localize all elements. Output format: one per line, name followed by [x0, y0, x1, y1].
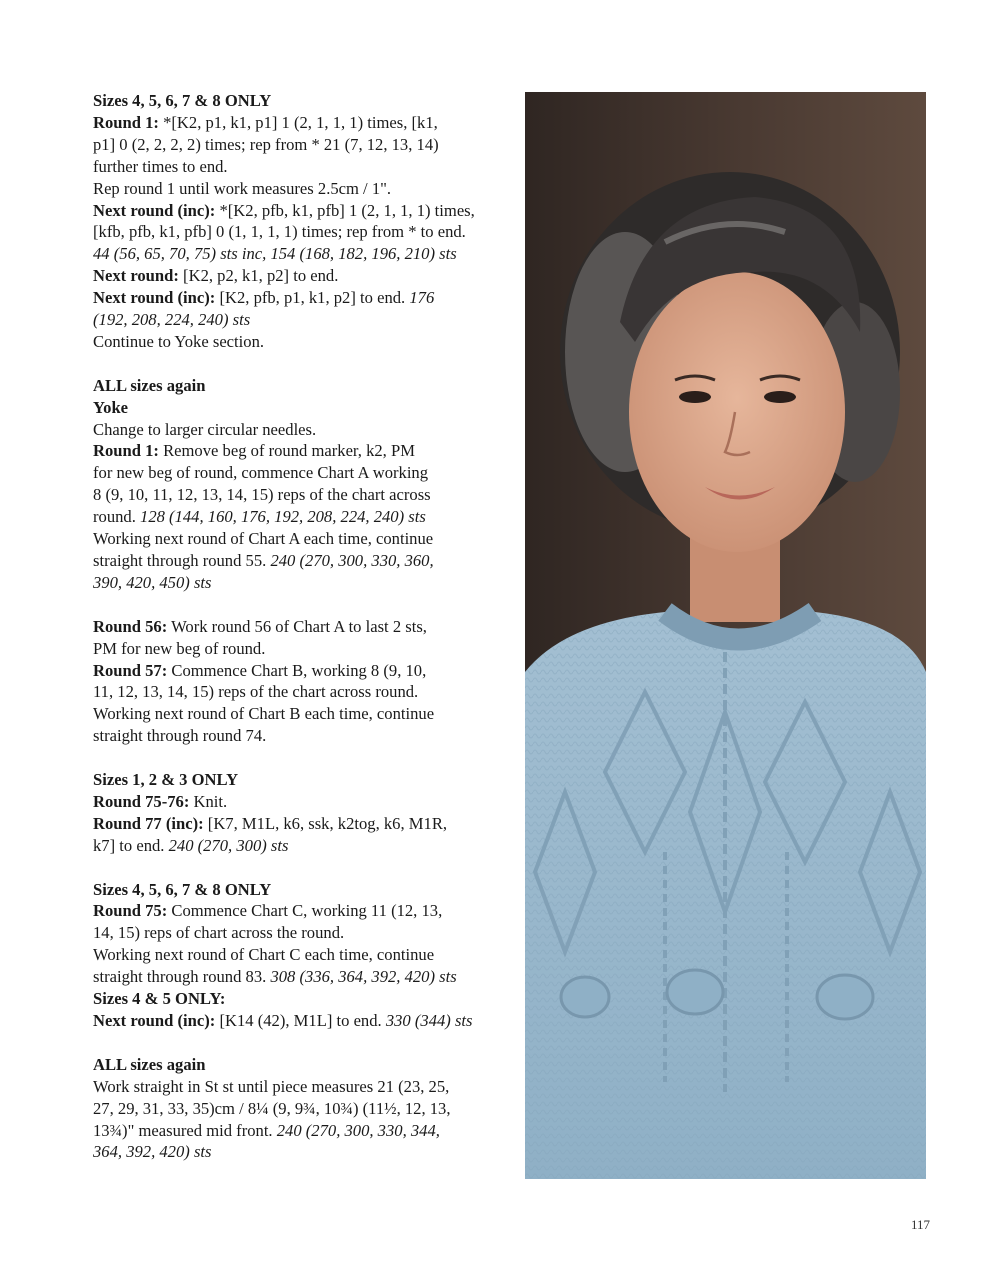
- text-line: [93, 112, 513, 134]
- stitch-count: 390, 420, 450) sts: [93, 572, 212, 592]
- text-line: [93, 725, 513, 747]
- section-sizes-1-3: [93, 769, 513, 857]
- instruction-text: [kfb, pfb, k1, pfb] 0 (1, 1, 1, 1) times; rep from * to end.: [93, 222, 466, 242]
- text-line: [93, 638, 513, 660]
- text-line: [93, 813, 513, 835]
- text-line: [93, 309, 513, 331]
- text-line: [93, 134, 513, 156]
- pattern-instructions: [93, 90, 513, 1185]
- text-line: [93, 835, 513, 857]
- page-number: 117: [910, 1217, 930, 1232]
- instruction-text: Working next round of Chart A each time, continue: [93, 529, 434, 549]
- text-line: [93, 178, 513, 200]
- instruction-text: [K7, M1L, k6, ssk, k2tog, k6, M1R,: [203, 813, 448, 833]
- stitch-count: 240 (270, 300, 330, 360,: [270, 551, 434, 571]
- instruction-text: 14, 15) reps of chart across the round.: [93, 923, 345, 943]
- bold-label: Round 75:: [93, 901, 168, 921]
- bold-label: Sizes 4 & 5 ONLY:: [93, 989, 226, 1009]
- instruction-text: Working next round of Chart C each time, continue: [93, 945, 435, 965]
- instruction-text: round.: [93, 507, 141, 527]
- text-line: [93, 287, 513, 309]
- text-line: [93, 440, 513, 462]
- instruction-text: Rep round 1 until work measures 2.5cm / 1".: [93, 178, 392, 198]
- instruction-text: Working next round of Chart B each time, continue: [93, 704, 435, 724]
- section-all-sizes-final: [93, 1054, 513, 1164]
- text-line: [93, 90, 513, 112]
- bold-label: Sizes 4, 5, 6, 7 & 8 ONLY: [93, 879, 272, 899]
- instruction-text: Commence Chart C, working 11 (12, 13,: [167, 901, 443, 921]
- section-sizes-4-8-b: [93, 879, 513, 1032]
- instruction-text: k7] to end.: [93, 835, 169, 855]
- text-line: [93, 1076, 513, 1098]
- instruction-text: *[K2, pfb, k1, pfb] 1 (2, 1, 1, 1) times,: [215, 200, 475, 220]
- text-line: [93, 375, 513, 397]
- text-line: [93, 462, 513, 484]
- bold-label: Round 77 (inc):: [93, 813, 204, 833]
- bold-label: Next round (inc):: [93, 1011, 216, 1030]
- text-line: [93, 966, 513, 988]
- text-line: [93, 769, 513, 791]
- instruction-text: for new beg of round, commence Chart A working: [93, 463, 429, 483]
- text-line: [93, 419, 513, 441]
- stitch-count: 128 (144, 160, 176, 192, 208, 224, 240) sts: [140, 507, 426, 527]
- instruction-text: Remove beg of round marker, k2, PM: [158, 441, 415, 461]
- text-line: [93, 550, 513, 572]
- section-sizes-4-8-a: [93, 90, 513, 353]
- instruction-text: Knit.: [189, 791, 228, 811]
- text-line: [93, 156, 513, 178]
- text-line: [93, 265, 513, 287]
- bold-label: Round 56:: [93, 616, 168, 636]
- instruction-text: 27, 29, 31, 33, 35)cm / 8¼ (9, 9¾, 10¾) (11½, 12, 13,: [93, 1098, 451, 1118]
- text-line: [93, 243, 513, 265]
- instruction-text: [K2, p2, k1, p2] to end.: [178, 266, 339, 286]
- stitch-count: 240 (270, 300, 330, 344,: [276, 1120, 440, 1140]
- bold-label: Round 57:: [93, 660, 168, 680]
- instruction-text: Work round 56 of Chart A to last 2 sts,: [167, 616, 427, 636]
- bold-label: ALL sizes again: [93, 375, 206, 395]
- stitch-count: 364, 392, 420) sts: [93, 1142, 212, 1162]
- instruction-text: Continue to Yoke section.: [93, 331, 265, 351]
- instruction-text: Commence Chart B, working 8 (9, 10,: [167, 660, 427, 680]
- instruction-text: 11, 12, 13, 14, 15) reps of the chart across round.: [93, 682, 419, 702]
- instruction-text: PM for new beg of round.: [93, 638, 266, 658]
- text-line: [93, 397, 513, 419]
- text-line: [93, 900, 513, 922]
- section-round-56: [93, 616, 513, 747]
- stitch-count: (192, 208, 224, 240) sts: [93, 310, 251, 330]
- text-line: [93, 1120, 513, 1142]
- text-line: [93, 703, 513, 725]
- text-line: [93, 879, 513, 901]
- text-line: [93, 200, 513, 222]
- text-line: [93, 988, 513, 1010]
- bold-label: Sizes 4, 5, 6, 7 & 8 ONLY: [93, 91, 272, 110]
- stitch-count: 308 (336, 364, 392, 420) sts: [270, 967, 457, 987]
- text-line: [93, 681, 513, 703]
- bold-label: Next round (inc):: [93, 288, 216, 308]
- text-line: [93, 331, 513, 353]
- instruction-text: straight through round 55.: [93, 551, 271, 571]
- stitch-count: 44 (56, 65, 70, 75) sts inc, 154 (168, 182, 196, 210) sts: [93, 244, 457, 264]
- text-line: [93, 484, 513, 506]
- section-all-sizes-yoke: [93, 375, 513, 594]
- bold-label: Sizes 1, 2 & 3 ONLY: [93, 770, 239, 790]
- instruction-text: 13¾)" measured mid front.: [93, 1120, 277, 1140]
- text-line: [93, 506, 513, 528]
- instruction-text: *[K2, p1, k1, p1] 1 (2, 1, 1, 1) times, [k1,: [158, 112, 438, 132]
- sweater-model-image: [525, 92, 926, 1179]
- instruction-text: straight through round 74.: [93, 726, 267, 746]
- bold-label: Round 1:: [93, 112, 159, 132]
- instruction-text: [K2, pfb, p1, k1, p2] to end.: [215, 288, 410, 308]
- stitch-count: 176: [409, 288, 435, 308]
- instruction-text: further times to end.: [93, 156, 228, 176]
- text-line: [93, 1010, 513, 1032]
- bold-label: Round 75-76:: [93, 791, 190, 811]
- text-line: [93, 572, 513, 594]
- bold-label: Yoke: [93, 397, 129, 417]
- stitch-count: 330 (344) sts: [385, 1011, 473, 1030]
- instruction-text: Work straight in St st until piece measures 21 (23, 25,: [93, 1076, 450, 1096]
- instruction-text: straight through round 83.: [93, 967, 271, 987]
- text-line: [93, 791, 513, 813]
- text-line: [93, 922, 513, 944]
- instruction-text: Change to larger circular needles.: [93, 419, 317, 439]
- text-line: [93, 528, 513, 550]
- bold-label: Round 1:: [93, 441, 159, 461]
- stitch-count: 240 (270, 300) sts: [168, 835, 289, 855]
- text-line: [93, 1098, 513, 1120]
- model-photo: [525, 92, 926, 1179]
- instruction-text: 8 (9, 10, 11, 12, 13, 14, 15) reps of the chart across: [93, 485, 431, 505]
- text-line: [93, 660, 513, 682]
- bold-label: ALL sizes again: [93, 1054, 206, 1074]
- text-line: [93, 1141, 513, 1163]
- text-line: [93, 944, 513, 966]
- bold-label: Next round (inc):: [93, 200, 216, 220]
- text-line: [93, 221, 513, 243]
- bold-label: Next round:: [93, 266, 179, 286]
- text-line: [93, 616, 513, 638]
- instruction-text: [K14 (42), M1L] to end.: [215, 1011, 386, 1030]
- instruction-text: p1] 0 (2, 2, 2, 2) times; rep from * 21 (7, 12, 13, 14): [93, 134, 439, 154]
- text-line: [93, 1054, 513, 1076]
